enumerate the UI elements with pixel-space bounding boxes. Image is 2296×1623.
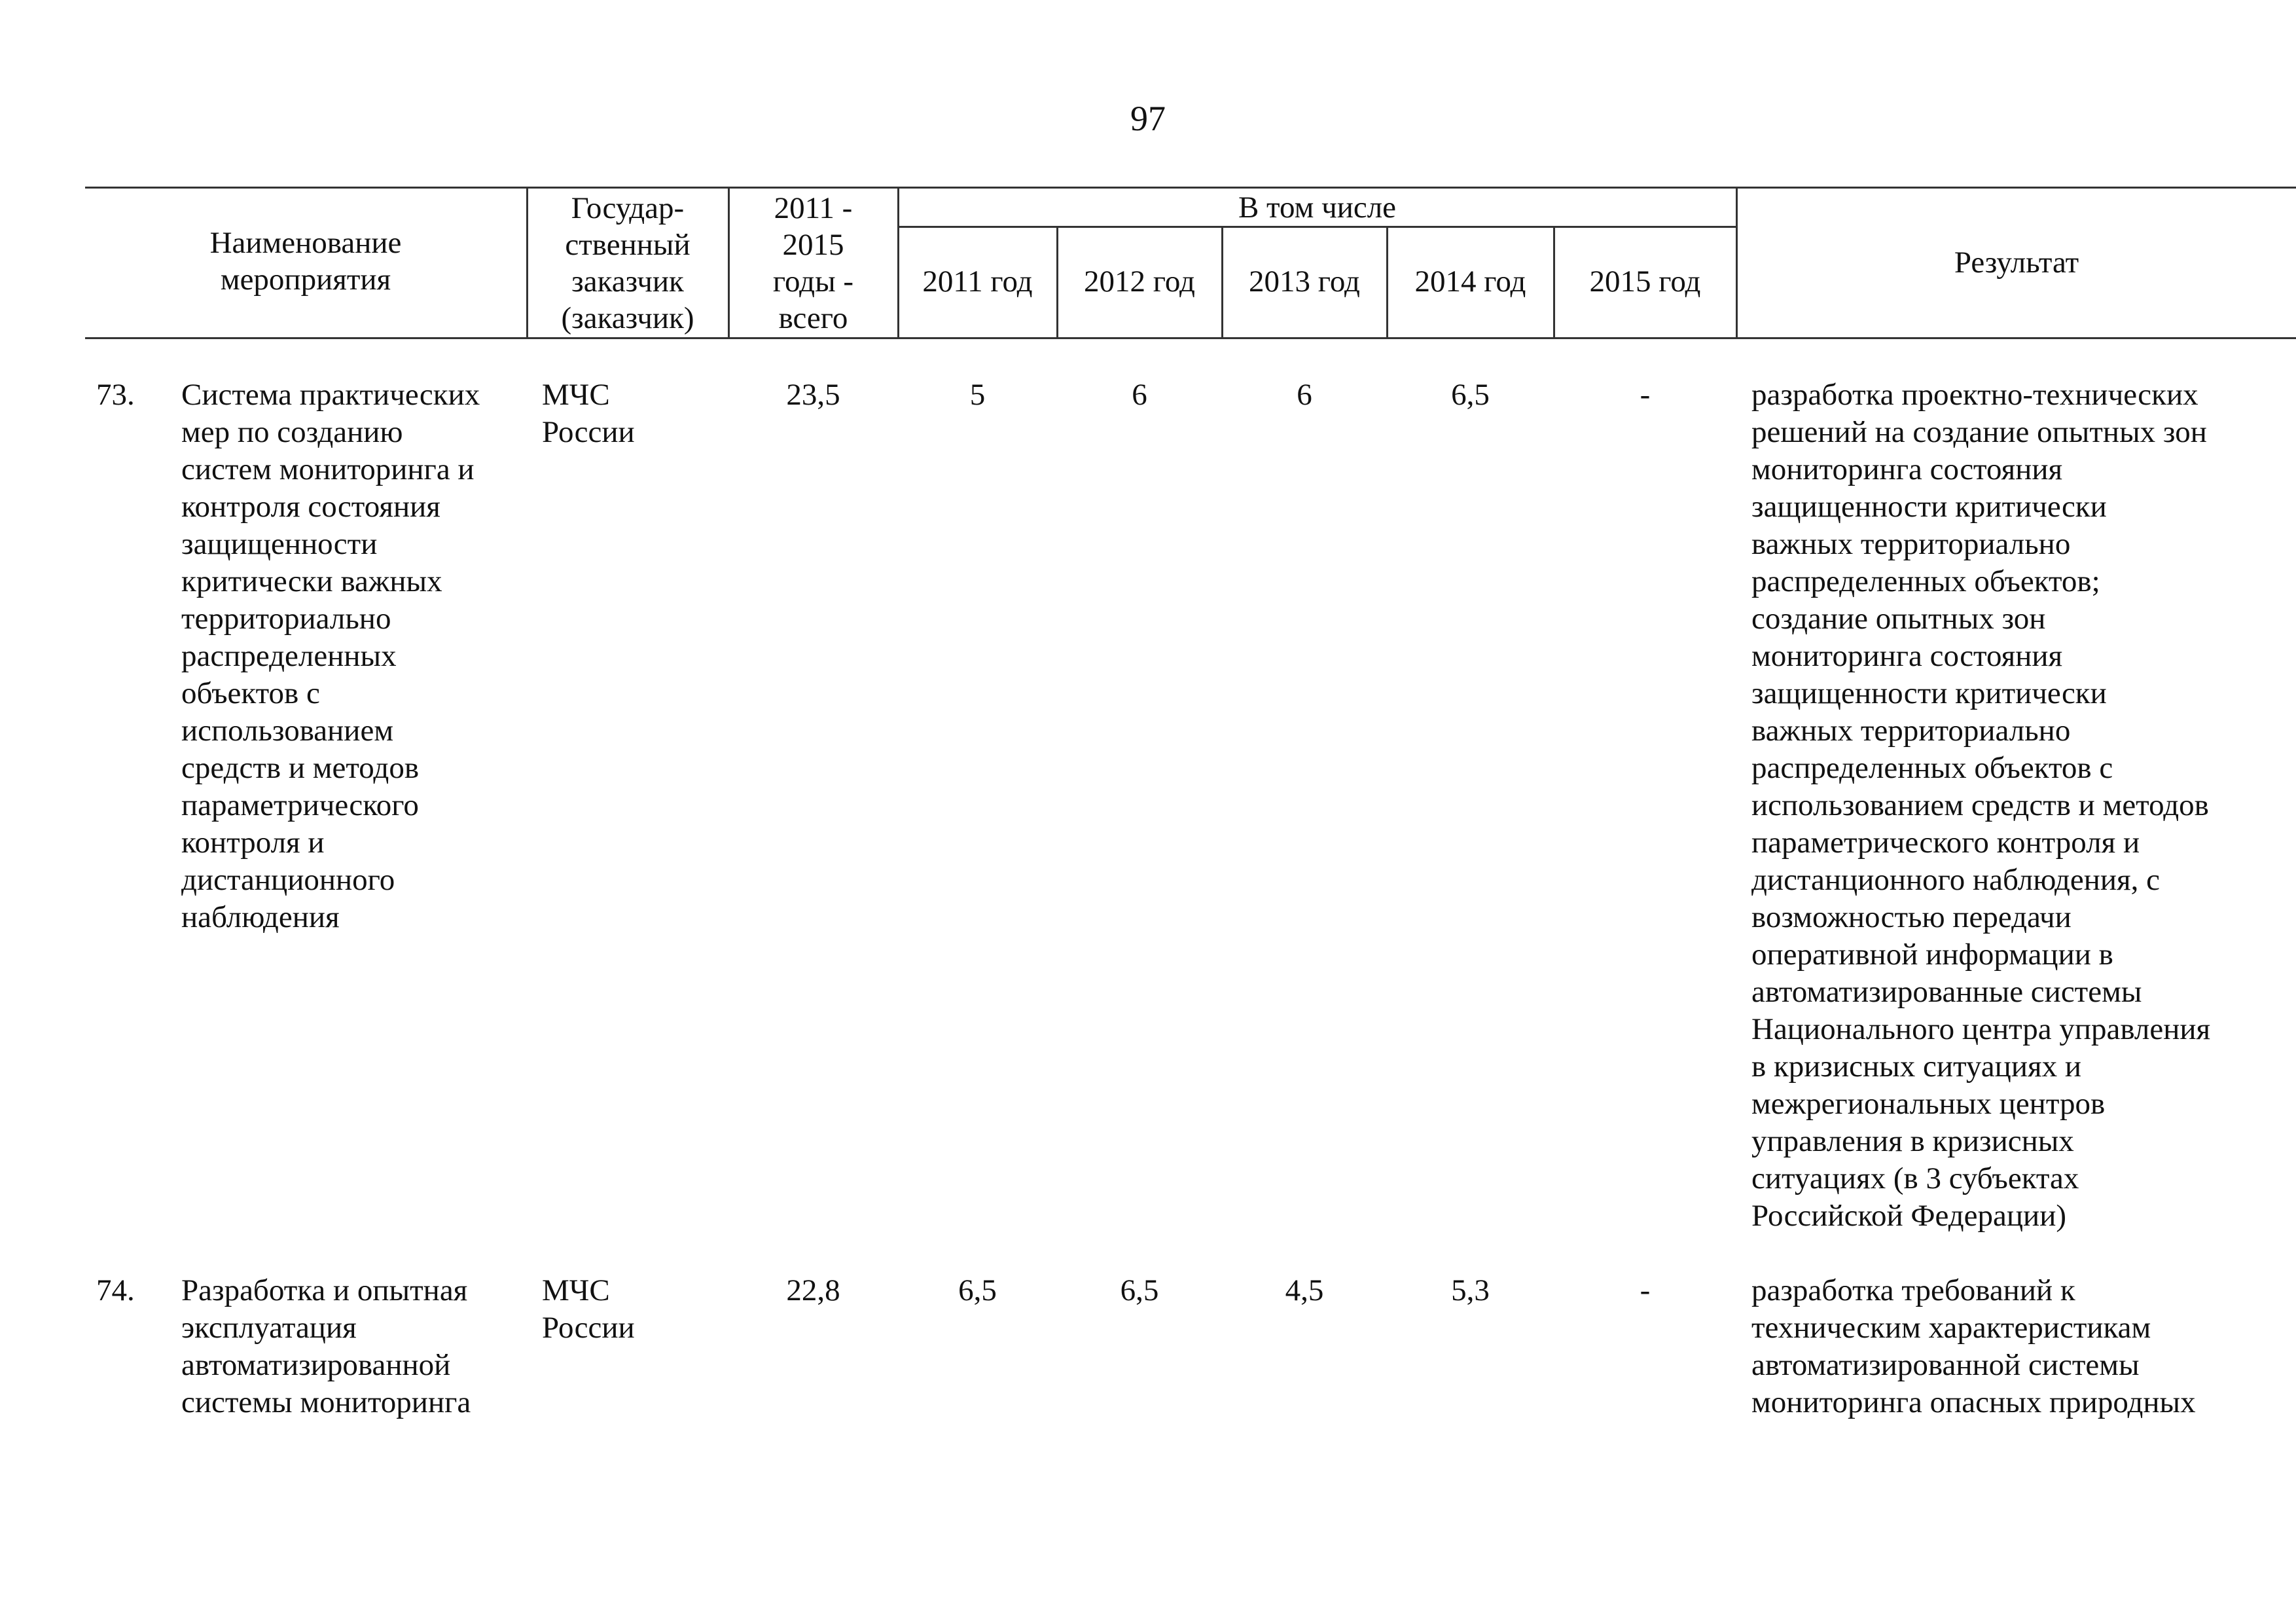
header-name: Наименование мероприятия — [209, 226, 402, 297]
row-total: 23,5 — [786, 378, 840, 412]
row-total: 22,8 — [786, 1273, 840, 1307]
header-result: Результат — [1954, 246, 2079, 280]
years-divider-rule — [897, 226, 1736, 228]
row-2013: 4,5 — [1285, 1273, 1324, 1307]
row-2013: 6 — [1297, 378, 1312, 412]
header-year-2013: 2013 год — [1249, 264, 1360, 299]
row-number: 74. — [96, 1273, 135, 1307]
row-2011: 6,5 — [958, 1273, 997, 1307]
header-total: 2011 - 2015 годы - всего — [772, 191, 854, 335]
row-2012: 6,5 — [1120, 1273, 1159, 1307]
row-number: 73. — [96, 378, 135, 412]
row-result: разработка требований к техническим характеристикам автоматизированной системы мониторинга опасных природных — [1751, 1273, 2196, 1419]
row-customer: МЧС России — [542, 378, 635, 449]
row-customer: МЧС России — [542, 1273, 635, 1345]
row-2011: 5 — [969, 378, 986, 412]
row-2012: 6 — [1132, 378, 1147, 412]
header-top-rule — [85, 187, 2296, 189]
header-including: В том числе — [1238, 191, 1397, 225]
row-name: Разработка и опытная эксплуатация автоматизированной системы мониторинга — [181, 1273, 471, 1419]
header-year-2015: 2015 год — [1589, 264, 1701, 299]
row-2015: - — [1640, 378, 1651, 412]
header-year-2014: 2014 год — [1414, 264, 1526, 299]
header-bottom-rule — [85, 337, 2296, 339]
header-customer: Государ- ственный заказчик (заказчик) — [561, 191, 694, 335]
header-year-2011: 2011 год — [922, 264, 1033, 299]
row-name: Система практических мер по созданию систем мониторинга и контроля состояния защищенности критически важных территориально распределенных объектов с использованием средств и методов параметрического контроля и дистанционного наблюдения — [181, 378, 480, 934]
row-2014: 6,5 — [1451, 378, 1490, 412]
header-year-2012: 2012 год — [1084, 264, 1195, 299]
row-result: разработка проектно-технических решений на создание опытных зон мониторинга состояния защищенности критически важных территориально распределенных объектов; создание опытных зон мониторинга состояния защищенности критически важных территориально распределенных объектов с использованием средств и методов параметрического контроля и дистанционного наблюдения, с возможностью передачи оперативной информации в автоматизированные системы Национального центра управления в кризисных ситуациях и межрегиональных центров управления в кризисных ситуациях (в 3 субъектах Российской Федерации) — [1751, 378, 2211, 1233]
row-2015: - — [1640, 1273, 1651, 1307]
page-number: 97 — [1130, 99, 1166, 138]
row-2014: 5,3 — [1451, 1273, 1490, 1307]
